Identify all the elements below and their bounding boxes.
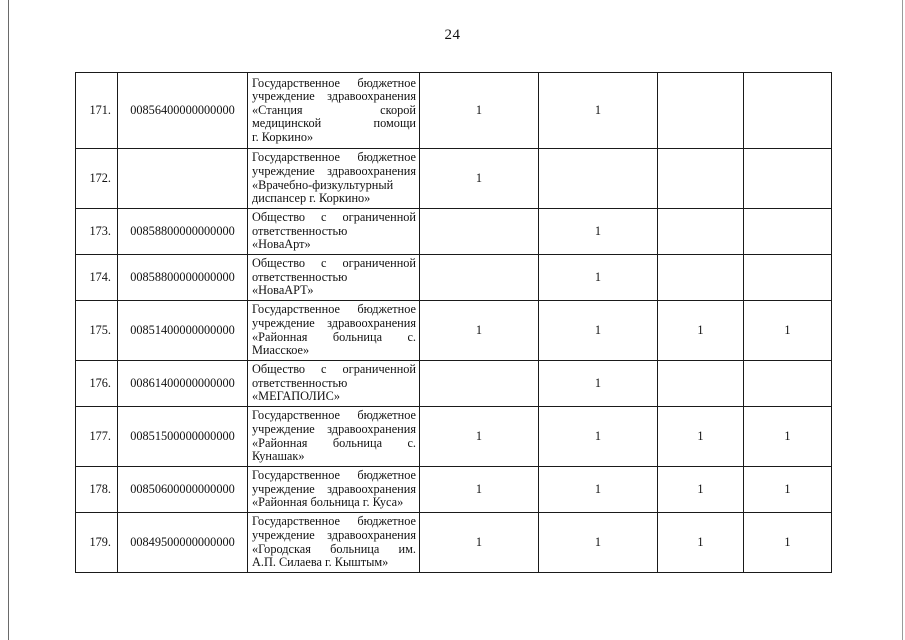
value-cell-3: 1 <box>658 407 744 467</box>
organization-name-line: Миасское» <box>252 343 310 358</box>
page-edge-right <box>902 0 903 640</box>
table-row <box>76 209 832 255</box>
value-cell-2: 1 <box>539 467 658 513</box>
organization-name-line: ответственностью <box>252 269 348 284</box>
organization-name-line: Общество с ограниченной <box>252 210 416 225</box>
registry-code: 00858800000000000 <box>118 209 248 255</box>
registry-table-body <box>76 73 832 573</box>
table-row <box>76 255 832 301</box>
value-cell-2: 1 <box>539 407 658 467</box>
registry-code: 00861400000000000 <box>118 361 248 407</box>
organization-name-line: учреждение здравоохранения <box>252 315 416 330</box>
value-cell-1 <box>420 255 539 301</box>
table-row <box>76 149 832 209</box>
value-cell-3 <box>658 149 744 209</box>
organization-name-line: ответственностью <box>252 375 348 390</box>
organization-name-line: А.П. Силаева г. Кыштым» <box>252 555 389 570</box>
organization-name-line: Общество с ограниченной <box>252 362 416 377</box>
value-cell-4: 1 <box>744 513 832 573</box>
value-cell-3 <box>658 361 744 407</box>
registry-code <box>118 149 248 209</box>
registry-table <box>75 72 832 573</box>
organization-name-line: Государственное бюджетное <box>252 468 416 483</box>
organization-name-line: Общество с ограниченной <box>252 256 416 271</box>
organization-name-line: Кунашак» <box>252 449 305 464</box>
organization-name-line: «НоваАрт» <box>252 237 311 252</box>
value-cell-2: 1 <box>539 301 658 361</box>
value-cell-4: 1 <box>744 467 832 513</box>
registry-code: 00851500000000000 <box>118 407 248 467</box>
organization-name-line: Государственное бюджетное <box>252 514 416 529</box>
row-number: 179. <box>76 513 118 573</box>
organization-name-line: диспансер г. Коркино» <box>252 191 371 206</box>
value-cell-4 <box>744 73 832 149</box>
organization-name-line: учреждение здравоохранения <box>252 163 416 178</box>
organization-name <box>248 513 420 573</box>
value-cell-1: 1 <box>420 73 539 149</box>
value-cell-3: 1 <box>658 301 744 361</box>
row-number: 173. <box>76 209 118 255</box>
organization-name-line: «НоваАРТ» <box>252 283 314 298</box>
page-number: 24 <box>444 27 461 43</box>
value-cell-4 <box>744 255 832 301</box>
organization-name-line: учреждение здравоохранения <box>252 527 416 542</box>
value-cell-1: 1 <box>420 149 539 209</box>
value-cell-2: 1 <box>539 513 658 573</box>
organization-name <box>248 407 420 467</box>
value-cell-3: 1 <box>658 513 744 573</box>
value-cell-1: 1 <box>420 467 539 513</box>
table-row <box>76 361 832 407</box>
row-number: 178. <box>76 467 118 513</box>
organization-name-line: Государственное бюджетное <box>252 302 416 317</box>
row-number: 175. <box>76 301 118 361</box>
value-cell-2: 1 <box>539 361 658 407</box>
registry-code: 00858800000000000 <box>118 255 248 301</box>
organization-name-line: «Городская больница им. <box>252 541 416 556</box>
organization-name <box>248 209 420 255</box>
organization-name <box>248 255 420 301</box>
value-cell-3 <box>658 73 744 149</box>
row-number: 172. <box>76 149 118 209</box>
registry-code: 00851400000000000 <box>118 301 248 361</box>
registry-code: 00850600000000000 <box>118 467 248 513</box>
organization-name-line: Государственное бюджетное <box>252 150 416 165</box>
organization-name-line: Государственное бюджетное <box>252 408 416 423</box>
value-cell-2 <box>539 149 658 209</box>
value-cell-3 <box>658 255 744 301</box>
table-row <box>76 467 832 513</box>
organization-name-line: учреждение здравоохранения <box>252 421 416 436</box>
table-row <box>76 513 832 573</box>
organization-name-line: «Станция скорой <box>252 102 416 117</box>
value-cell-1: 1 <box>420 407 539 467</box>
organization-name <box>248 467 420 513</box>
row-number: 176. <box>76 361 118 407</box>
value-cell-4 <box>744 149 832 209</box>
table-row <box>76 73 832 149</box>
organization-name-line: «Районная больница с. <box>252 329 416 344</box>
value-cell-3: 1 <box>658 467 744 513</box>
value-cell-3 <box>658 209 744 255</box>
organization-name <box>248 301 420 361</box>
value-cell-2: 1 <box>539 255 658 301</box>
organization-name <box>248 361 420 407</box>
value-cell-1 <box>420 209 539 255</box>
organization-name-line: медицинской помощи <box>252 116 416 131</box>
organization-name <box>248 73 420 149</box>
organization-name-line: «Районная больница г. Куса» <box>252 495 404 510</box>
organization-name-line: «Врачебно-физкультурный <box>252 177 394 192</box>
row-number: 174. <box>76 255 118 301</box>
value-cell-2: 1 <box>539 73 658 149</box>
value-cell-2: 1 <box>539 209 658 255</box>
organization-name-line: ответственностью <box>252 223 348 238</box>
table-row <box>76 301 832 361</box>
registry-code: 00849500000000000 <box>118 513 248 573</box>
registry-code: 00856400000000000 <box>118 73 248 149</box>
value-cell-1 <box>420 361 539 407</box>
value-cell-4 <box>744 209 832 255</box>
row-number: 177. <box>76 407 118 467</box>
value-cell-1: 1 <box>420 513 539 573</box>
organization-name-line: «Районная больница с. <box>252 435 416 450</box>
row-number: 171. <box>76 73 118 149</box>
value-cell-4: 1 <box>744 301 832 361</box>
value-cell-4: 1 <box>744 407 832 467</box>
organization-name-line: Государственное бюджетное <box>252 75 416 90</box>
organization-name-line: учреждение здравоохранения <box>252 89 416 104</box>
value-cell-4 <box>744 361 832 407</box>
organization-name-line: учреждение здравоохранения <box>252 481 416 496</box>
organization-name-line: г. Коркино» <box>252 129 314 144</box>
table-row <box>76 407 832 467</box>
organization-name-line: «МЕГАПОЛИС» <box>252 389 340 404</box>
value-cell-1: 1 <box>420 301 539 361</box>
page-edge-left <box>8 0 9 640</box>
organization-name <box>248 149 420 209</box>
